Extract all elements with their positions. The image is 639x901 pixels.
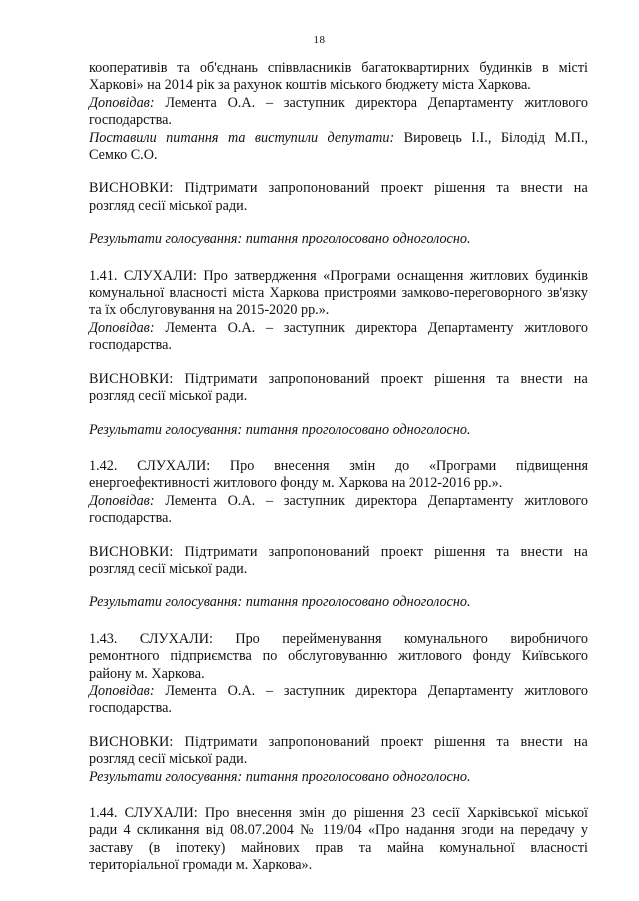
speaker-line-cont: господарства. bbox=[89, 700, 172, 717]
questions-text: Вировець І.І., Білодід М.П., bbox=[394, 129, 588, 146]
speaker-line-cont: господарства. bbox=[89, 112, 172, 129]
conclusion-line-cont: розгляд сесії міської ради. bbox=[89, 751, 248, 768]
speaker-label: Доповідав: bbox=[89, 682, 155, 699]
agenda-item-1-44 bbox=[89, 805, 588, 875]
item-heading: ради 4 скликання від 08.07.2004 № 119/04 «Про надання згоди на передачу у bbox=[89, 822, 588, 839]
speaker-line bbox=[89, 493, 588, 510]
speaker-line bbox=[89, 95, 588, 112]
item-heading: району м. Харкова. bbox=[89, 665, 205, 682]
speaker-line-cont: господарства. bbox=[89, 337, 172, 354]
conclusion-line-cont: розгляд сесії міської ради. bbox=[89, 560, 248, 577]
questions-line-cont: Семко С.О. bbox=[89, 147, 158, 164]
vote-result: Результати голосування: питання проголосовано одноголосно. bbox=[89, 594, 471, 611]
intro-line: Харкові» на 2014 рік за рахунок коштів міського бюджету міста Харкова. bbox=[89, 77, 531, 94]
item-heading: заставу (в іпотеку) майнових прав та майна комунальної власності bbox=[89, 839, 588, 856]
item-heading: 1.44. СЛУХАЛИ: Про внесення змін до рішення 23 сесії Харківської міської bbox=[89, 805, 588, 821]
vote-result: Результати голосування: питання проголосовано одноголосно. bbox=[89, 768, 471, 785]
vote-result: Результати голосування: питання проголосовано одноголосно. bbox=[89, 421, 471, 438]
conclusion-line: ВИСНОВКИ: Підтримати запропонований проект рішення та внести на bbox=[89, 180, 588, 197]
speaker-line bbox=[89, 683, 588, 700]
agenda-item-1-43 bbox=[89, 631, 588, 786]
conclusion-line: ВИСНОВКИ: Підтримати запропонований проект рішення та внести на bbox=[89, 733, 588, 750]
agenda-item-1-42 bbox=[89, 458, 588, 612]
item-heading: 1.42. СЛУХАЛИ: Про внесення змін до «Програми підвищення bbox=[89, 457, 588, 474]
item-heading: 1.43. СЛУХАЛИ: Про перейменування комунального виробничого bbox=[89, 630, 588, 647]
speaker-text: Лемента О.А. – заступник директора Департаменту житлового bbox=[154, 319, 588, 336]
speaker-line-cont: господарства. bbox=[89, 510, 172, 527]
item-heading: комунальної власності міста Харкова пристроями замково-переговорного зв'язку bbox=[89, 285, 588, 302]
conclusion-line: ВИСНОВКИ: Підтримати запропонований проект рішення та внести на bbox=[89, 370, 588, 387]
item-heading: енергоефективності житлового фонду м. Харкова на 2012-2016 рр.». bbox=[89, 475, 503, 492]
intro-line: кооперативів та об'єднань співвласників багатоквартирних будинків в місті bbox=[89, 60, 588, 76]
conclusion-line-cont: розгляд сесії міської ради. bbox=[89, 388, 248, 405]
speaker-text: Лемента О.А. – заступник директора Департаменту житлового bbox=[154, 492, 588, 509]
questions-line bbox=[89, 130, 588, 147]
vote-result: Результати голосування: питання проголосовано одноголосно. bbox=[89, 231, 471, 248]
item-heading: та їх обслуговування на 2015-2020 рр.». bbox=[89, 302, 330, 319]
speaker-text: Лемента О.А. – заступник директора Департаменту житлового bbox=[154, 682, 588, 699]
agenda-item-1-41 bbox=[89, 268, 588, 439]
item-heading: територіальної громади м. Харкова». bbox=[89, 857, 313, 874]
speaker-label: Доповідав: bbox=[89, 94, 155, 111]
speaker-label: Доповідав: bbox=[89, 492, 155, 509]
conclusion-line-cont: розгляд сесії міської ради. bbox=[89, 197, 248, 214]
item-heading: 1.41. СЛУХАЛИ: Про затвердження «Програми оснащення житлових будинків bbox=[89, 267, 588, 284]
minutes-body bbox=[89, 60, 588, 875]
conclusion-line: ВИСНОВКИ: Підтримати запропонований проект рішення та внести на bbox=[89, 543, 588, 560]
speaker-line bbox=[89, 320, 588, 337]
item-heading: ремонтного підприємства по обслуговуванню житлового фонду Київського bbox=[89, 648, 588, 665]
intro-block bbox=[89, 60, 588, 249]
page-number: 18 bbox=[313, 34, 326, 46]
questions-label: Поставили питання та виступили депутати: bbox=[89, 129, 395, 146]
speaker-text: Лемента О.А. – заступник директора Департаменту житлового bbox=[154, 94, 588, 111]
speaker-label: Доповідав: bbox=[89, 319, 155, 336]
